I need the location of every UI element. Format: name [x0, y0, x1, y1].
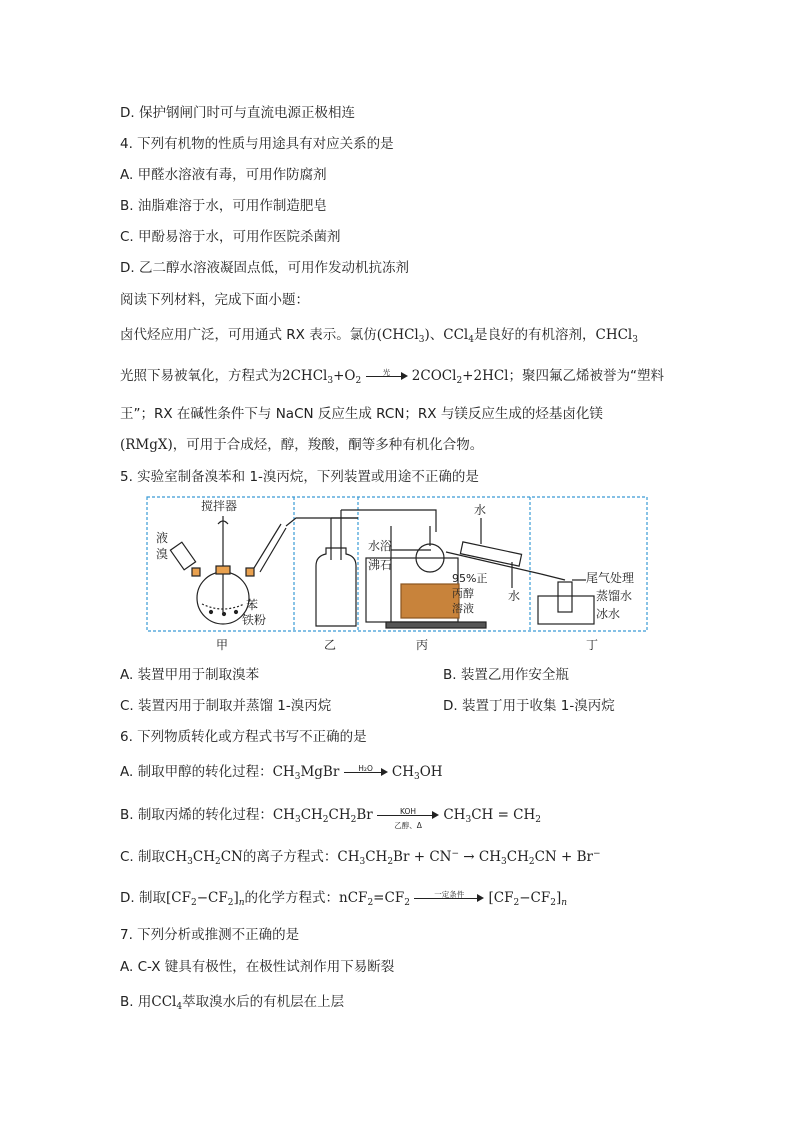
label-water-in: 水 [474, 503, 487, 517]
label-yi: 乙 [324, 638, 337, 652]
question-5: 5. 实验室制备溴苯和 1-溴丙烷，下列装置或用途不正确的是 [120, 469, 479, 485]
option-c-q6: C. 制取$CH_3CH_2CN$的离子方程式：$CH_3CH_2Br + CN^- \to CH_3CH_2CN + Br^-$ [120, 849, 601, 867]
label-benzene: 苯 [246, 598, 259, 612]
label-liquid-bromine: 液 [156, 531, 169, 545]
reading-instruction: 阅读下列材料，完成下面小题： [120, 292, 309, 308]
material-line-3: 王”；RX 在碱性条件下与 NaCN 反应生成 RCN；RX 与镁反应生成的烃基卤化镁 [120, 406, 603, 422]
label-boiling-chips: 沸石 [368, 558, 393, 572]
option-c-q5: C. 装置丙用于制取并蒸馏 1-溴丙烷 [120, 698, 332, 714]
material-line-4: (RMgX)，可用于合成烃，醇，羧酸，酮等多种有机化合物。 [120, 437, 484, 453]
material-line-2: 光照下易被氧化，方程式为$2CHCl_3+O_2$ 光 2COCl$_2$+2HCl；聚四氟乙烯被誉为“塑料 [120, 368, 664, 386]
option-c-q4: C. 甲酚易溶于水，可用作医院杀菌剂 [120, 229, 341, 245]
question-7: 7. 下列分析或推测不正确的是 [120, 927, 300, 943]
option-b-q6: B. 制取丙烯的转化过程：$CH_3CH_2CH_2Br$ KOH 乙醇、Δ $CH_3CH = CH_2$ [120, 807, 542, 830]
option-b-q5: B. 装置乙用作安全瓶 [443, 667, 569, 683]
label-propanol: 95%正 [452, 572, 488, 585]
option-a-q7: A. C-X 键具有极性，在极性试剂作用下易断裂 [120, 959, 395, 975]
option-d-q3: D. 保护钢闸门时可与直流电源正极相连 [120, 105, 355, 121]
option-a-q4: A. 甲醛水溶液有毒，可用作防腐剂 [120, 167, 327, 183]
label-bing: 丙 [416, 638, 429, 652]
label-exhaust: 尾气处理 [586, 571, 635, 585]
question-4: 4. 下列有机物的性质与用途具有对应关系的是 [120, 136, 394, 152]
label-jia: 甲 [216, 638, 229, 652]
option-b-q7: B. 用CCl$_4$萃取溴水后的有机层在上层 [120, 994, 345, 1012]
material-line-1: 卤代烃应用广泛，可用通式 RX 表示。氯仿(CHCl$_3$)、CCl$_4$是良好的有机溶剂，CHCl$_3$ [120, 327, 638, 345]
option-a-q5: A. 装置甲用于制取溴苯 [120, 667, 260, 683]
option-b-q4: B. 油脂难溶于水，可用作制造肥皂 [120, 198, 327, 214]
label-water-bath: 水浴 [368, 539, 393, 553]
apparatus-diagram [146, 496, 648, 654]
label-water-out: 水 [508, 589, 521, 603]
label-ding: 丁 [586, 638, 599, 652]
label-propanol-2: 丙醇 [452, 587, 474, 600]
question-6: 6. 下列物质转化或方程式书写不正确的是 [120, 729, 367, 745]
label-liquid-bromine-2: 溴 [156, 547, 169, 561]
option-d-q4: D. 乙二醇水溶液凝固点低，可用作发动机抗冻剂 [120, 260, 409, 276]
label-stirrer: 搅拌器 [201, 499, 238, 513]
label-distilled-water: 蒸馏水 [596, 589, 633, 603]
option-a-q6: A. 制取甲醇的转化过程：$CH_3MgBr$ H₂O $CH_3OH$ [120, 764, 443, 782]
option-d-q5: D. 装置丁用于收集 1-溴丙烷 [443, 698, 615, 714]
label-iron-powder: 铁粉 [242, 613, 267, 627]
label-propanol-3: 溶液 [452, 602, 474, 615]
label-ice-water: 冰水 [596, 607, 621, 621]
option-d-q6: D. 制取$[CF_2-CF_2]_n$的化学方程式：$nCF_2=CF_2$ 一定条件 $[CF_2-CF_2]_n$ [120, 890, 568, 908]
